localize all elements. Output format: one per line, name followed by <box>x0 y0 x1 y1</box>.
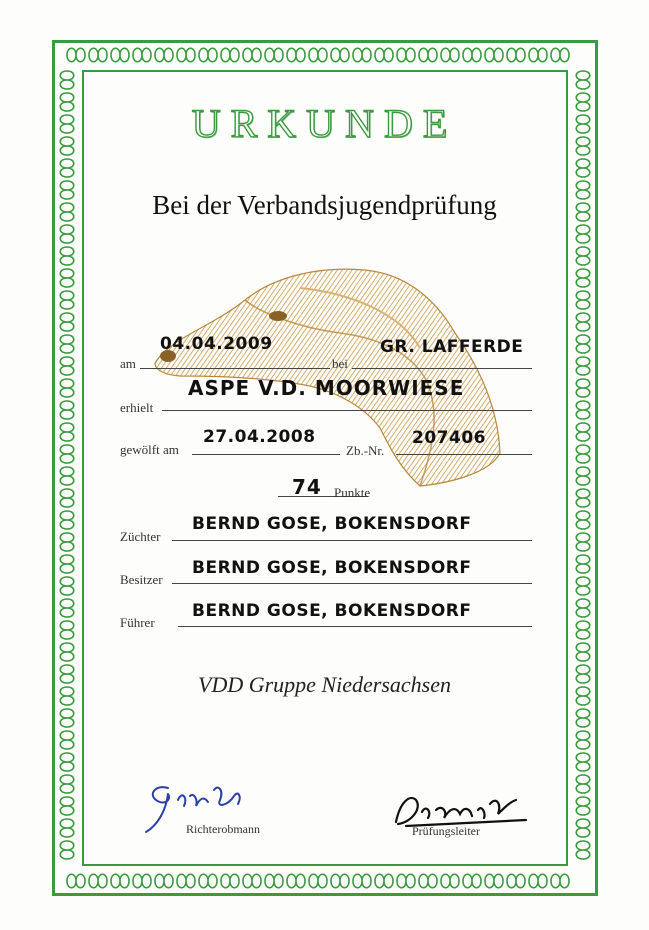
punkte-value: 74 <box>292 475 322 499</box>
border-knot <box>60 555 74 573</box>
am-value: 04.04.2009 <box>160 334 273 354</box>
border-knot <box>221 874 239 888</box>
border-knot <box>576 643 590 661</box>
border-knot <box>60 247 74 265</box>
border-knot <box>60 841 74 859</box>
border-knot <box>60 819 74 837</box>
gewoelft-value: 27.04.2008 <box>203 427 316 447</box>
border-knot <box>60 401 74 419</box>
border-knot <box>375 48 393 62</box>
border-knot <box>576 709 590 727</box>
border-knot <box>60 71 74 89</box>
border-knot <box>576 445 590 463</box>
border-knot <box>576 71 590 89</box>
border-knot <box>60 599 74 617</box>
border-knot <box>67 874 85 888</box>
border-knot <box>60 423 74 441</box>
richterobmann-label: Richterobmann <box>186 822 260 836</box>
border-knot <box>375 874 393 888</box>
fuehrer-value: BERND GOSE, BOKENSDORF <box>192 601 472 621</box>
border-knot <box>576 841 590 859</box>
border-knot <box>177 48 195 62</box>
border-knot <box>60 489 74 507</box>
border-knot <box>155 874 173 888</box>
border-knot <box>576 247 590 265</box>
border-knot <box>60 225 74 243</box>
border-knot <box>155 48 173 62</box>
border-knot <box>60 379 74 397</box>
border-knot <box>309 48 327 62</box>
border-knot <box>60 467 74 485</box>
bei-value: GR. LAFFERDE <box>380 337 524 357</box>
border-knot <box>287 874 305 888</box>
border-knot <box>576 621 590 639</box>
gewoelft-label: gewölft am <box>120 442 179 457</box>
border-knot <box>67 48 85 62</box>
besitzer-line <box>172 583 532 584</box>
border-knot <box>60 533 74 551</box>
border-knot <box>353 874 371 888</box>
border-knot <box>529 874 547 888</box>
besitzer-value: BERND GOSE, BOKENSDORF <box>192 558 472 578</box>
organization-name: VDD Gruppe Niedersachsen <box>198 672 451 697</box>
border-knot <box>576 401 590 419</box>
border-knot <box>60 269 74 287</box>
border-knot <box>89 48 107 62</box>
border-knot <box>265 874 283 888</box>
border-knot <box>463 48 481 62</box>
erhielt-value: ASPE V.D. MOORWIESE <box>188 376 465 400</box>
border-knot <box>60 753 74 771</box>
border-knot <box>111 48 129 62</box>
border-knot <box>576 555 590 573</box>
border-knot <box>576 533 590 551</box>
border-knot <box>60 511 74 529</box>
border-knot <box>60 357 74 375</box>
border-knot <box>60 335 74 353</box>
border-knot <box>576 159 590 177</box>
border-knot <box>309 874 327 888</box>
fuehrer-line <box>178 626 532 627</box>
zb-value: 207406 <box>412 428 486 448</box>
punkte-label: Punkte <box>334 485 371 500</box>
certificate-subtitle: Bei der Verbandsjugendprüfung <box>152 190 497 220</box>
border-knot <box>199 48 217 62</box>
border-knot <box>60 731 74 749</box>
border-knot <box>576 819 590 837</box>
erhielt-line <box>162 410 532 411</box>
border-knot <box>60 621 74 639</box>
border-knot <box>177 874 195 888</box>
border-knot <box>133 48 151 62</box>
border-knot <box>576 753 590 771</box>
pruefungsleiter-label: Prüfungsleiter <box>412 824 480 838</box>
border-knot <box>507 874 525 888</box>
border-knot <box>111 874 129 888</box>
border-knot <box>89 874 107 888</box>
border-knot <box>331 48 349 62</box>
zuechter-value: BERND GOSE, BOKENSDORF <box>192 514 472 534</box>
bei-line <box>352 368 532 369</box>
border-knot <box>441 48 459 62</box>
border-knot <box>60 577 74 595</box>
border-knot <box>576 269 590 287</box>
zuechter-label: Züchter <box>120 529 161 544</box>
border-knot <box>287 48 305 62</box>
border-knot <box>397 874 415 888</box>
border-knot <box>576 291 590 309</box>
border-knot <box>60 445 74 463</box>
border-knot <box>576 467 590 485</box>
border-knot <box>485 874 503 888</box>
border-knot <box>221 48 239 62</box>
border-knot <box>60 709 74 727</box>
am-line <box>140 368 330 369</box>
zb-label: Zb.-Nr. <box>346 443 385 458</box>
border-knot <box>60 775 74 793</box>
border-knot <box>243 48 261 62</box>
border-knot <box>419 48 437 62</box>
border-knot <box>331 874 349 888</box>
border-knot <box>529 48 547 62</box>
fuehrer-label: Führer <box>120 615 155 630</box>
border-knot <box>60 797 74 815</box>
border-knot <box>576 335 590 353</box>
border-knot <box>576 379 590 397</box>
border-knot <box>576 423 590 441</box>
border-knot <box>576 731 590 749</box>
zuechter-line <box>172 540 532 541</box>
certificate-title: URKUNDE <box>191 101 458 146</box>
bei-label: bei <box>332 356 348 371</box>
border-knot <box>507 48 525 62</box>
zb-line <box>396 454 532 455</box>
border-knot <box>60 159 74 177</box>
border-knot <box>576 599 590 617</box>
border-knot <box>576 489 590 507</box>
border-knot <box>60 313 74 331</box>
border-knot <box>419 874 437 888</box>
border-knot <box>133 874 151 888</box>
border-knot <box>576 225 590 243</box>
besitzer-label: Besitzer <box>120 572 163 587</box>
gewoelft-line <box>192 454 340 455</box>
border-knot <box>60 643 74 661</box>
border-knot <box>551 874 569 888</box>
border-knot <box>265 48 283 62</box>
border-knot <box>576 313 590 331</box>
border-knot <box>353 48 371 62</box>
border-knot <box>485 48 503 62</box>
border-knot <box>463 874 481 888</box>
border-knot <box>441 874 459 888</box>
erhielt-label: erhielt <box>120 400 154 415</box>
border-knot <box>243 874 261 888</box>
border-knot <box>576 775 590 793</box>
border-knot <box>199 874 217 888</box>
am-label: am <box>120 356 136 371</box>
border-knot <box>576 511 590 529</box>
border-knot <box>551 48 569 62</box>
border-knot <box>60 291 74 309</box>
border-knot <box>576 797 590 815</box>
border-knot <box>576 357 590 375</box>
border-knot <box>576 577 590 595</box>
border-knot <box>397 48 415 62</box>
